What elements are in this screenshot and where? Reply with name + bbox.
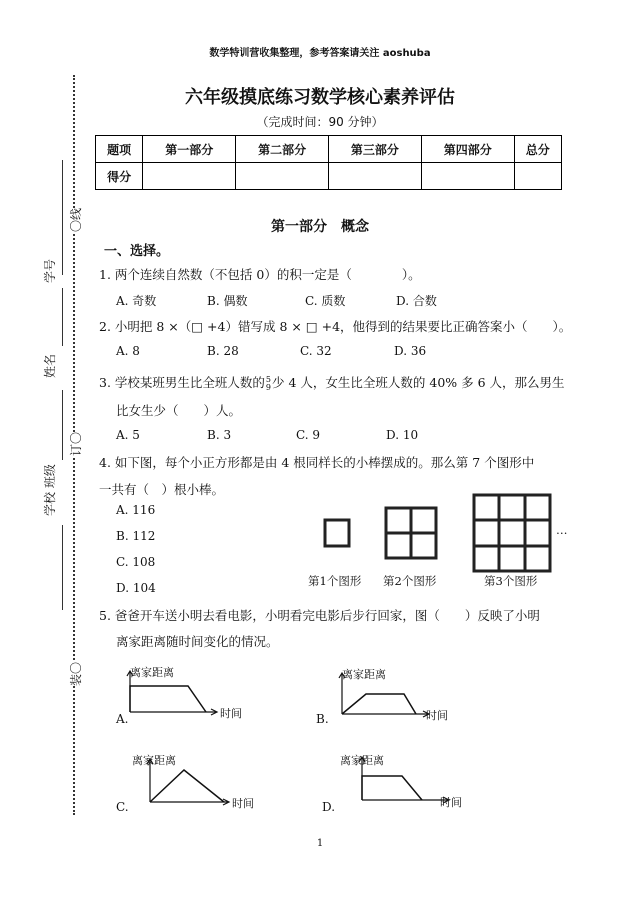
page-title: 六年级摸底练习数学核心素养评估 bbox=[185, 87, 455, 108]
graph-c-xlabel: 时间 bbox=[232, 797, 254, 810]
question-1: 1. 两个连续自然数（不包括 0）的积一定是（ ）。 bbox=[99, 267, 421, 282]
q3-option-d[interactable]: D. 10 bbox=[386, 428, 419, 442]
figure-1-squares bbox=[325, 520, 349, 546]
q3-text-b: 少 4 人，女生比全班人数的 40% 多 6 人，那么男生 bbox=[272, 375, 565, 390]
q2-option-c[interactable]: C. 32 bbox=[300, 344, 332, 358]
question-5-line-2: 离家距离随时间变化的情况。 bbox=[116, 634, 279, 649]
q2-option-a[interactable]: A. 8 bbox=[116, 344, 140, 358]
score-table bbox=[95, 135, 562, 190]
xuexiao-fill-line[interactable] bbox=[62, 525, 63, 610]
graph-a bbox=[118, 664, 258, 724]
q2-option-d[interactable]: D. 36 bbox=[394, 344, 427, 358]
matchstick-figures bbox=[315, 490, 575, 580]
q3-fraction-denominator: 9 bbox=[265, 382, 271, 392]
score-table-score-row bbox=[96, 163, 562, 190]
score-header-cell: 第二部分 bbox=[236, 136, 329, 163]
q1-option-c[interactable]: C. 质数 bbox=[305, 294, 346, 308]
question-4: 4. 如下图，每个小正方形都是由 4 根同样长的小棒摆成的。那么第 7 个图形中 bbox=[99, 455, 535, 470]
graph-d bbox=[340, 750, 480, 810]
q4-option-a[interactable]: A. 116 bbox=[116, 503, 156, 517]
score-header-cell: 第四部分 bbox=[421, 136, 514, 163]
side-label-xuehao: 学号 bbox=[43, 258, 57, 283]
q3-option-a[interactable]: A. 5 bbox=[116, 428, 140, 442]
page-number: 1 bbox=[316, 838, 324, 849]
question-2: 2. 小明把 8 ×（□ +4）错写成 8 × □ +4，他得到的结果要比正确答案小（ ）。 bbox=[99, 319, 572, 334]
figure-1-label: 第1个图形 bbox=[308, 574, 362, 588]
q1-option-b[interactable]: B. 偶数 bbox=[207, 294, 248, 308]
graph-a-xlabel: 时间 bbox=[220, 707, 242, 720]
side-mark-zhuang: 装〇 bbox=[66, 662, 85, 686]
q4-option-b[interactable]: B. 112 bbox=[116, 529, 156, 543]
side-mark-xian: 〇线 bbox=[66, 208, 85, 232]
question-4-line-2: 一共有（ ）根小棒。 bbox=[99, 482, 225, 497]
score-header-cell: 题项 bbox=[96, 136, 143, 163]
score-header-cell: 第三部分 bbox=[328, 136, 421, 163]
q1-option-d[interactable]: D. 合数 bbox=[396, 294, 437, 308]
graph-d-xlabel: 时间 bbox=[440, 796, 462, 809]
header-note: 数学特训营收集整理，参考答案请关注 aoshuba bbox=[209, 48, 431, 59]
time-limit: （完成时间：90 分钟） bbox=[256, 115, 384, 129]
figure-3-label: 第3个图形 bbox=[484, 574, 538, 588]
score-table-header-row bbox=[96, 136, 562, 163]
score-input-cell[interactable] bbox=[236, 163, 329, 190]
score-input-cell[interactable] bbox=[514, 163, 561, 190]
section-title-choice: 一、选择。 bbox=[104, 244, 170, 259]
q3-fraction-numerator: 5 bbox=[265, 374, 271, 384]
score-row-label: 得分 bbox=[96, 163, 143, 190]
question-5: 5. 爸爸开车送小明去看电影，小明看完电影后步行回家，图（ ）反映了小明 bbox=[99, 608, 540, 623]
graph-c-ylabel: 离家距离 bbox=[132, 754, 176, 767]
banji-fill-line[interactable] bbox=[62, 390, 63, 460]
q1-option-a[interactable]: A. 奇数 bbox=[116, 294, 157, 308]
figure-2-squares bbox=[386, 508, 436, 558]
question-3-line-2: 比女生少（ ）人。 bbox=[116, 403, 242, 418]
score-input-cell[interactable] bbox=[421, 163, 514, 190]
figure-3-squares bbox=[474, 495, 550, 571]
side-label-xingming: 姓名 bbox=[43, 353, 57, 378]
graph-b-ylabel: 离家距离 bbox=[342, 668, 386, 681]
graph-b-xlabel: 时间 bbox=[426, 709, 448, 722]
side-mark-ding: 订〇 bbox=[66, 432, 85, 456]
q3-option-c[interactable]: C. 9 bbox=[296, 428, 321, 442]
q5-option-c[interactable]: C. bbox=[116, 800, 129, 814]
q4-option-c[interactable]: C. 108 bbox=[116, 555, 156, 569]
q3-fraction bbox=[266, 376, 271, 392]
graph-a-ylabel: 离家距离 bbox=[130, 666, 174, 679]
score-input-cell[interactable] bbox=[143, 163, 236, 190]
q3-text-a: 3. 学校某班男生比全班人数的 bbox=[99, 375, 265, 390]
score-header-cell: 第一部分 bbox=[143, 136, 236, 163]
q5-option-d[interactable]: D. bbox=[322, 800, 336, 814]
graph-c bbox=[128, 752, 268, 812]
side-label-school-class: 学校 班级 bbox=[43, 464, 57, 516]
part-one-title: 第一部分 概念 bbox=[271, 219, 369, 235]
score-header-cell: 总分 bbox=[514, 136, 561, 163]
graph-b bbox=[330, 666, 470, 726]
figure-2-label: 第2个图形 bbox=[383, 574, 437, 588]
q4-option-d[interactable]: D. 104 bbox=[116, 581, 156, 595]
graph-d-ylabel: 离家距离 bbox=[340, 754, 384, 767]
score-input-cell[interactable] bbox=[328, 163, 421, 190]
q2-option-b[interactable]: B. 28 bbox=[207, 344, 239, 358]
figure-ellipsis: … bbox=[556, 523, 568, 537]
q3-option-b[interactable]: B. 3 bbox=[207, 428, 232, 442]
question-3 bbox=[99, 373, 565, 392]
q5-option-a[interactable]: A. bbox=[116, 712, 129, 726]
xingming-fill-line[interactable] bbox=[62, 288, 63, 346]
q5-option-b[interactable]: B. bbox=[316, 712, 329, 726]
